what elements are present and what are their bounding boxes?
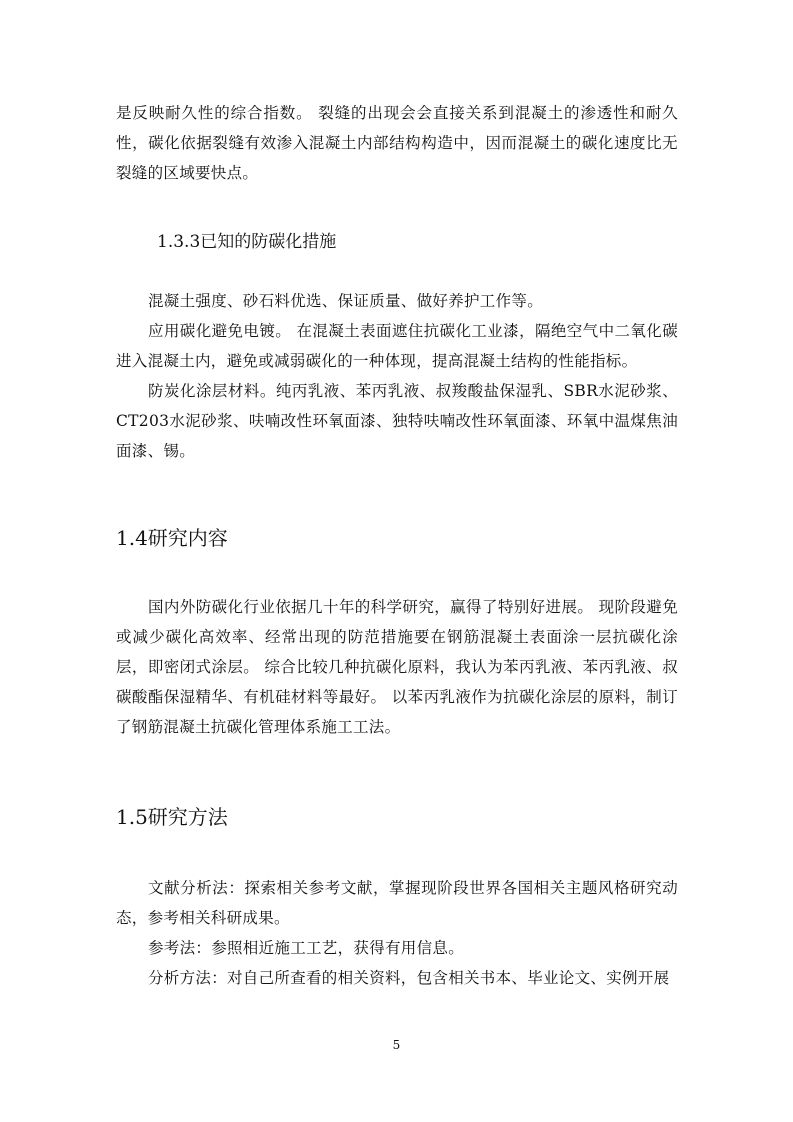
paragraph-literature-method: 文献分析法：探索相关参考文献，掌握现阶段世界各国相关主题风格研究动态，参考相关科研成果。: [116, 879, 678, 927]
paragraph-concrete-quality: 混凝土强度、砂石料优选、保证质量、做好养护工作等。: [148, 292, 544, 310]
page-number: 5: [392, 1038, 401, 1052]
paragraph-reference-method: 参考法：参照相近施工工艺，获得有用信息。: [148, 939, 465, 957]
section-heading-1-5: 1.5研究方法: [116, 805, 228, 829]
paragraph-research-content: 国内外防碳化行业依据几十年的科学研究，赢得了特别好进展。 现阶段避免或减少碳化高效率、经常出现的防范措施要在钢筋混凝土表面涂一层抗碳化涂层，即密闭式涂层。 综合比较几种抗碳化原料，我认为苯丙乳液、苯丙乳液、叔碳酸酯保湿精华、有机硅材料等最好。 以苯丙乳液作为抗碳化涂层的原料，制订了钢筋混凝土抗碳化管理体系施工工法。: [116, 598, 678, 736]
paragraph-durability: 是反映耐久性的综合指数。 裂缝的出现会会直接关系到混凝土的渗透性和耐久性，碳化依据裂缝有效渗入混凝土内部结构构造中，因而混凝土的碳化速度比无裂缝的区域要快点。: [116, 104, 678, 182]
paragraph-anti-carbonation-coating: 应用碳化避免电镀。 在混凝土表面遮住抗碳化工业漆，隔绝空气中二氧化碳进入混凝土内，避免或减弱碳化的一种体现，提高混凝土结构的性能指标。: [116, 322, 678, 370]
paragraph-analysis-method: 分析方法：对自己所查看的相关资料，包含相关书本、毕业论文、实例开展: [148, 969, 670, 987]
section-heading-1-3-3: 1.3.3已知的防碳化措施: [157, 232, 337, 252]
section-heading-1-4: 1.4研究内容: [116, 526, 228, 550]
paragraph-coating-materials: 防炭化涂层材料。纯丙乳液、苯丙乳液、叔羧酸盐保湿乳、SBR水泥砂浆、CT203水泥砂浆、呋喃改性环氧面漆、独特呋喃改性环氧面漆、环氧中温煤焦油面漆、锡。: [116, 382, 678, 460]
